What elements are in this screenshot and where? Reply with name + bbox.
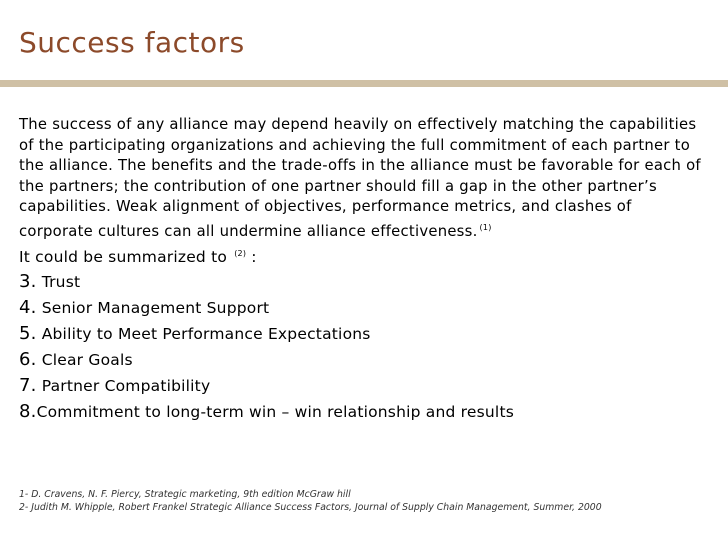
success-factor-list [19, 269, 709, 425]
summary-reference-mark: (2) [234, 249, 247, 258]
reference-2: 2- Judith M. Whipple, Robert Frankel Strategic Alliance Success Factors, Journal of Supply Chain Management, Summer, 2000 [19, 502, 602, 513]
list-item-number: 8. [19, 401, 37, 422]
list-item-number: 6. [19, 349, 37, 370]
list-item-number: 4. [19, 297, 37, 318]
reference-1: 1- D. Cravens, N. F. Piercy, Strategic marketing, 9th edition McGraw hill [19, 489, 351, 500]
list-item [19, 321, 709, 347]
references [19, 488, 602, 514]
list-item [19, 399, 709, 425]
summary-text: It could be summarized to [19, 248, 228, 266]
intro-paragraph [19, 115, 709, 242]
intro-reference-mark: (1) [479, 222, 492, 232]
list-item-text: Ability to Meet Performance Expectations [41, 325, 371, 343]
list-item-text: Commitment to long-term win – win relationship and results [36, 403, 514, 421]
list-item [19, 347, 709, 373]
summary-line [19, 242, 709, 269]
list-item-text: Trust [41, 273, 81, 291]
summary-suffix: : [251, 248, 257, 266]
list-item-number: 3. [19, 271, 37, 292]
intro-text: The success of any alliance may depend heavily on effectively matching the capabilities of the participating organizations and achieving the full commitment of each partner to the alliance. The benefits and the trade-offs in the alliance must be favorable for each of the partners; the contribution of one partner should fill a gap in the other partner’s capabilities. Weak alignment of objectives, performance metrics, and clashes of corporate cultures can all undermine alliance effectiveness. [19, 116, 701, 240]
list-item-text: Partner Compatibility [41, 377, 211, 395]
slide-title: Success factors [19, 26, 245, 59]
list-item [19, 269, 709, 295]
list-item-number: 5. [19, 323, 37, 344]
title-divider [0, 80, 728, 87]
slide-body [19, 115, 709, 425]
list-item [19, 295, 709, 321]
list-item-text: Clear Goals [41, 351, 133, 369]
list-item-text: Senior Management Support [41, 299, 270, 317]
list-item-number: 7. [19, 375, 37, 396]
list-item [19, 373, 709, 399]
